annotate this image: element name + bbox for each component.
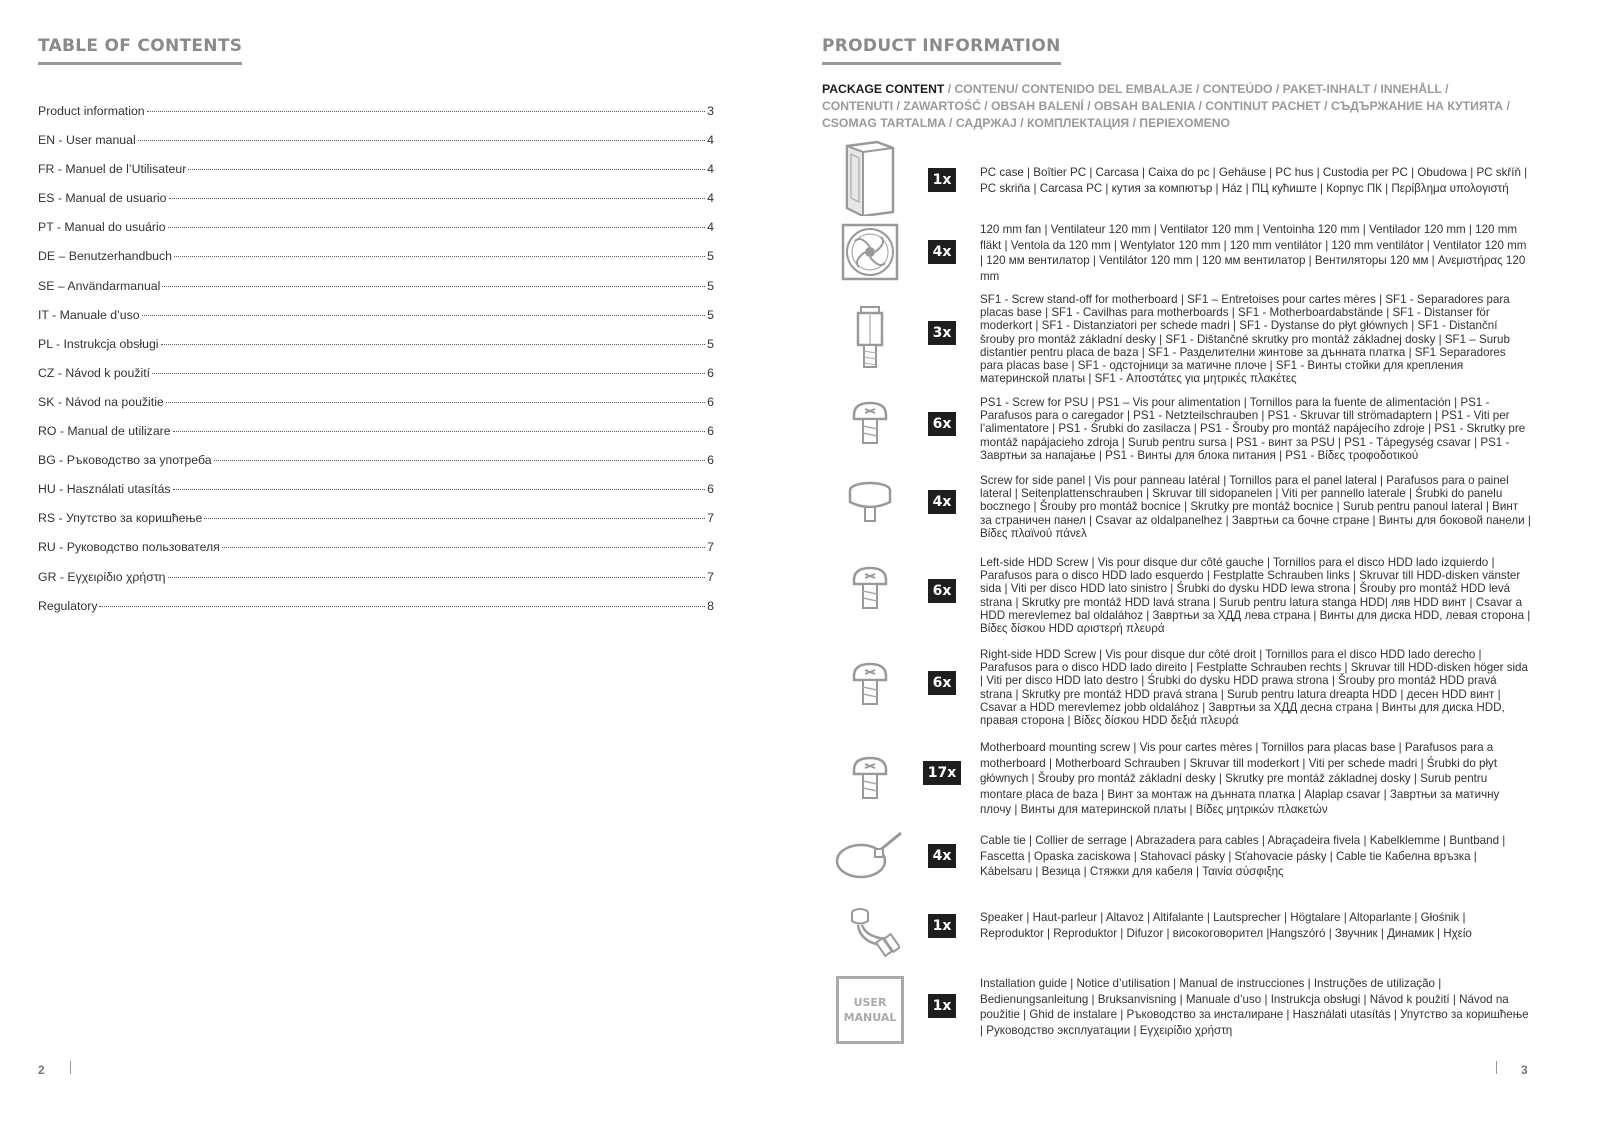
toc-leader-dots: [174, 256, 705, 257]
toc-entry-label: DE – Benutzerhandbuch: [38, 249, 172, 264]
quantity-badge: 4x: [928, 240, 956, 264]
user-manual-box: [836, 976, 904, 1044]
item-description: 120 mm fan | Ventilateur 120 mm | Ventilator 120 mm | Ventoinha 120 mm | Ventilador 120 mm | 120 mm fläkt | Ventola da 120 mm | Wentylator 120 mm | 120 mm ventilátor | 120 mm ventilátor | Ventilator 120 mm | 120 мм вентилатор | Ventilátor 120 mm | 120 мм вентилатор | Вентиляторы 120 мм | Ανεμιστήρας 120 mm: [980, 223, 1527, 283]
toc-entry-label: RU - Руководство пользователя: [38, 540, 220, 555]
page-number-right: 3: [1521, 1063, 1528, 1077]
toc-entry-page: 5: [707, 307, 714, 322]
toc-entry[interactable]: [38, 279, 714, 308]
toc-entry-page: 4: [707, 162, 714, 177]
toc-entry[interactable]: [38, 249, 714, 278]
toc-entry[interactable]: [38, 104, 714, 133]
quantity-badge: 4x: [928, 844, 956, 868]
manual-icon-line2: MANUAL: [843, 1011, 897, 1024]
package-content-heading: [822, 81, 1522, 132]
toc-entry-page: 6: [707, 424, 714, 439]
toc-entry-page: 5: [707, 336, 714, 351]
left-page: [0, 0, 800, 1128]
item-description: Motherboard mounting screw | Vis pour cartes mères | Tornillos para placas base | Parafusos para a motherboard | Motherboard Schrauben | Skruvar till moderkort | Viti per schede madri | Śrubki do płyt głównych | Šrouby pro montáž základní desky | Skrutky pre montáž základnej dosky | Surub pentru montare placa de baza | Винт за монтаж на дънната платка | Alaplap csavar | Завртњи за матичну плочу | Винты для материнской платы | Βίδες μητρικών πλακετών: [980, 741, 1500, 817]
cable-tie-icon: [830, 829, 910, 885]
item-description: SF1 - Screw stand-off for motherboard | SF1 – Entretoises pour cartes mères | SF1 - Separadores para placas base | SF1 - Cavilhas para motherboards | SF1 - Motherboardabstände | SF1 - Distanser för moderkort | SF1 - Distanziatori per schede madri | SF1 - Dystanse do płyt głównych | SF1 - Distanční šrouby pro montáž základní desky | SF1 - Dištančné skrutky pro montáž základnej dosky | SF1 – Surub distantier pentru placa de baza | SF1 - Разделителни жинтове за дънната платка | SF1 Separadores para placas base | SF1 - одстојници за матичне плоче | SF1 - Винты стойки для крепления материнской платы | SF1 - Αποστάτες για μητρικές πλακέτες: [980, 293, 1510, 386]
toc-leader-dots: [162, 286, 705, 287]
toc-entry-page: 6: [707, 453, 714, 468]
fan-icon: [830, 222, 910, 282]
toc-entry-page: 6: [707, 394, 714, 409]
toc-leader-dots: [204, 518, 705, 519]
toc-entry-label: CZ - Návod k použití: [38, 365, 151, 380]
item-description: PS1 - Screw for PSU | PS1 – Vis pour alimentation | Tornillos para la fuente de alimentación | PS1 - Parafusos para o caregador | PS1 - Netzteilschrauben | PS1 - Skruvar till strömadaptern | PS1 - Viti per l’alimentatore | PS1 - Śrubki do zasilacza | PS1 - Šrouby pro montáž napájecího zdroje | PS1 - Skrutky pre montáž napájacieho zdroja | Surub pentru sursa | PS1 - винт за PSU | PS1 - Tápegység csavar | PS1 - Завртњи за напајање | PS1 - Винты для блока питания | PS1 - Βίδες τροφοδοτικού: [980, 396, 1526, 462]
quantity-badge: 1x: [928, 168, 956, 192]
toc-entry-label: RO - Manual de utilizare: [38, 424, 171, 439]
toc-entry[interactable]: [38, 162, 714, 191]
item-description: Left-side HDD Screw | Vis pour disque dur côté gauche | Tornillos para el disco HDD lado izquierdo | Parafusos para o disco HDD lado esquerdo | Festplatte Schrauben links | Skruvar till HDD-disken vänster sida | Viti per disco HDD lato sinistro | Śrubki do dysku HDD lewa strona | Šrouby pro montáž HDD levá strana | Skrutky pre montáž HDD lavá strana | Surub pentru latura stanga HDD| ляв HDD винт | Csavar a HDD merevlemez bal oldalához | Завртњи за ХДД лева страна | Винты для диска HDD, левая сторона | Βίδες δίσκου HDD αριστερή πλευρά: [980, 556, 1531, 636]
item-description: Screw for side panel | Vis pour panneau latéral | Tornillos para el panel lateral | Parafusos para o painel lateral | Seitenplattenschrauben | Skruvar till sidopanelen | Viti per pannello laterale | Śrubki do panelu bocznego | Šrouby pro montáž bocnice | Skrutky pre montáž bocnice | Surub pentru panoul lateral | Винт за страничен панел | Csavar az oldalpanelhez | Завртњи са бочне стране | Винты для боковой панели | Βίδες πλαϊνού πάνελ: [980, 474, 1531, 540]
toc-entry-page: 7: [707, 511, 714, 526]
toc-leader-dots: [161, 344, 706, 345]
toc-leader-dots: [222, 547, 705, 548]
toc-leader-dots: [166, 402, 705, 403]
toc-entry-label: GR - Εγχειρίδιο χρήστη: [38, 569, 166, 584]
toc-entry-page: 5: [707, 278, 714, 293]
toc-title: TABLE OF CONTENTS: [38, 36, 242, 65]
toc-entry[interactable]: [38, 424, 714, 453]
toc-entry-page: 6: [707, 482, 714, 497]
motherboard-screw-icon: [830, 752, 910, 804]
toc-entry[interactable]: [38, 540, 714, 569]
toc-entry-label: EN - User manual: [38, 133, 136, 148]
package-content-translations: / CONTENU/ CONTENIDO DEL EMBALAJE / CONTEÚDO / PAKET-INHALT / INNEHÅLL / CONTENUTI / ZAWARTOŚĆ / OBSAH BALENÍ / OBSAH BALENIA / CONTINUT PACHET / СЪДЪРЖАНИЕ НА КУТИЯТА / CSOMAG TARTALMA / САДРЖАЈ / КОМПЛЕКТАЦИЯ / ΠΕΡΙΕΧΟΜΕΝΟ: [822, 82, 1510, 130]
toc-entry-page: 3: [707, 104, 714, 118]
toc-entry-label: RS - Упутство за коришћење: [38, 511, 203, 526]
quantity-badge: 1x: [928, 994, 956, 1018]
toc-entry-label: Regulatory: [38, 598, 98, 613]
toc-entry-label: SE – Användarmanual: [38, 278, 161, 293]
toc-entry[interactable]: [38, 220, 714, 249]
toc-entry[interactable]: [38, 337, 714, 366]
toc-entry-label: SK - Návod na použitie: [38, 394, 164, 409]
toc-entry-label: PT - Manual do usuário: [38, 220, 166, 235]
standoff-icon: [830, 303, 910, 373]
quantity-badge: 4x: [928, 490, 956, 514]
table-of-contents: [38, 104, 714, 628]
toc-entry[interactable]: [38, 599, 714, 628]
toc-entry-label: FR - Manuel de l’Utilisateur: [38, 162, 187, 177]
toc-entry[interactable]: [38, 395, 714, 424]
toc-entry[interactable]: [38, 133, 714, 162]
pc-case-icon: [830, 140, 910, 216]
toc-leader-dots: [147, 111, 706, 112]
toc-leader-dots: [168, 577, 706, 578]
psu-screw-icon: [830, 398, 910, 448]
toc-entry-page: 4: [707, 133, 714, 148]
toc-leader-dots: [142, 315, 706, 316]
item-description: PC case | Boîtier PC | Carcasa | Caixa do pc | Gehäuse | PC hus | Custodia per PC | Obudowa | PC skříň | PC skriňa | Carcasa PC | кутия за компютър | Ház | ПЦ кућиште | Корпус ПК | Περίβλημα υπολογιστή: [980, 166, 1528, 195]
item-description: Right-side HDD Screw | Vis pour disque dur côté droit | Tornillos para el disco HDD lado derecho | Parafusos para o disco HDD lado direito | Festplatte Schrauben rechts | Skruvar till HDD-disken höger sida | Viti per disco HDD lato destro | Śrubki do dysku HDD prawa strona | Šrouby pro montáž HDD pravá strana | Skrutky pre montáž HDD pravá strana | Surub pentru latura dreapta HDD | десен HDD винт | Csavar a HDD merevlemez jobb oldalához | Завртњи за ХДД десна страна | Винты для диска HDD, правая сторона | Βίδες δίσκου HDD δεξιά πλευρά: [980, 648, 1528, 728]
toc-leader-dots: [168, 227, 706, 228]
user-manual-icon: [830, 976, 910, 1044]
item-description: Cable tie | Collier de serrage | Abrazadera para cables | Abraçadeira fivela | Kabelklemme | Buntband | Fascetta | Opaska zaciskowa | Stahovací pásky | Sťahovacie pásky | Cable tie Кабелна връзка | Kábelsaru | Везица | Стяжки для кабеля | Ταινία σύσφιξης: [980, 834, 1506, 879]
quantity-badge: 6x: [928, 412, 956, 436]
toc-leader-dots: [152, 373, 705, 374]
toc-entry-page: 8: [707, 598, 714, 613]
product-info-title: PRODUCT INFORMATION: [822, 36, 1061, 65]
quantity-badge: 1x: [928, 914, 956, 938]
toc-leader-dots: [173, 431, 706, 432]
quantity-badge: 6x: [928, 671, 956, 695]
toc-entry-label: PL - Instrukcja obsługi: [38, 336, 159, 351]
toc-entry[interactable]: [38, 511, 714, 540]
toc-leader-dots: [214, 460, 706, 461]
toc-leader-dots: [99, 606, 705, 607]
manual-icon-line1: USER: [853, 996, 887, 1009]
hdd-screw-left-icon: [830, 562, 910, 614]
toc-entry-label: Product information: [38, 104, 145, 118]
toc-entry-page: 7: [707, 540, 714, 555]
right-page: [800, 0, 1601, 1128]
toc-entry-page: 4: [707, 220, 714, 235]
toc-entry-label: IT - Manuale d’uso: [38, 307, 140, 322]
quantity-badge: 17x: [923, 761, 961, 785]
toc-entry-page: 6: [707, 365, 714, 380]
toc-entry[interactable]: [38, 366, 714, 395]
page-number-left: 2: [38, 1063, 45, 1077]
toc-entry-page: 7: [707, 569, 714, 584]
toc-entry[interactable]: [38, 308, 714, 337]
folio-separator: [1496, 1061, 1497, 1074]
toc-entry[interactable]: [38, 570, 714, 599]
quantity-badge: 6x: [928, 579, 956, 603]
toc-entry-label: BG - Ръководство за употреба: [38, 453, 212, 468]
quantity-badge: 3x: [928, 321, 956, 345]
toc-leader-dots: [188, 169, 705, 170]
thumb-screw-icon: [830, 478, 910, 526]
package-content-label: PACKAGE CONTENT: [822, 82, 945, 96]
toc-entry[interactable]: [38, 191, 714, 220]
toc-entry-page: 5: [707, 249, 714, 264]
item-description: Speaker | Haut-parleur | Altavoz | Altifalante | Lautsprecher | Högtalare | Altoparlante | Głośnik | Reproduktor | Reproduktor | Difuzor | високоговорител |Hangszóró | Звучник | Динамик | Ηχείο: [980, 911, 1472, 940]
hdd-screw-right-icon: [830, 658, 910, 710]
toc-entry-label: HU - Használati utasítás: [38, 482, 171, 497]
folio-separator: [70, 1061, 71, 1074]
toc-entry[interactable]: [38, 453, 714, 482]
toc-entry[interactable]: [38, 482, 714, 511]
item-description: Installation guide | Notice d’utilisation | Manual de instrucciones | Instruções de utilização | Bedienungsanleitung | Bruksanvisning | Manuale d’uso | Instrukcja obsługi | Návod k použití | Návod na použitie | Ghid de instalare | Ръководство за инсталиране | Használati utasítás | Упутство за коришћење | Руководство эксплуатации | Εγχειρίδιο χρήστη: [980, 977, 1529, 1037]
toc-entry-label: ES - Manual de usuario: [38, 191, 167, 206]
toc-leader-dots: [169, 198, 706, 199]
toc-leader-dots: [138, 140, 705, 141]
speaker-icon: [830, 904, 910, 962]
toc-entry-page: 4: [707, 191, 714, 206]
toc-leader-dots: [173, 489, 706, 490]
